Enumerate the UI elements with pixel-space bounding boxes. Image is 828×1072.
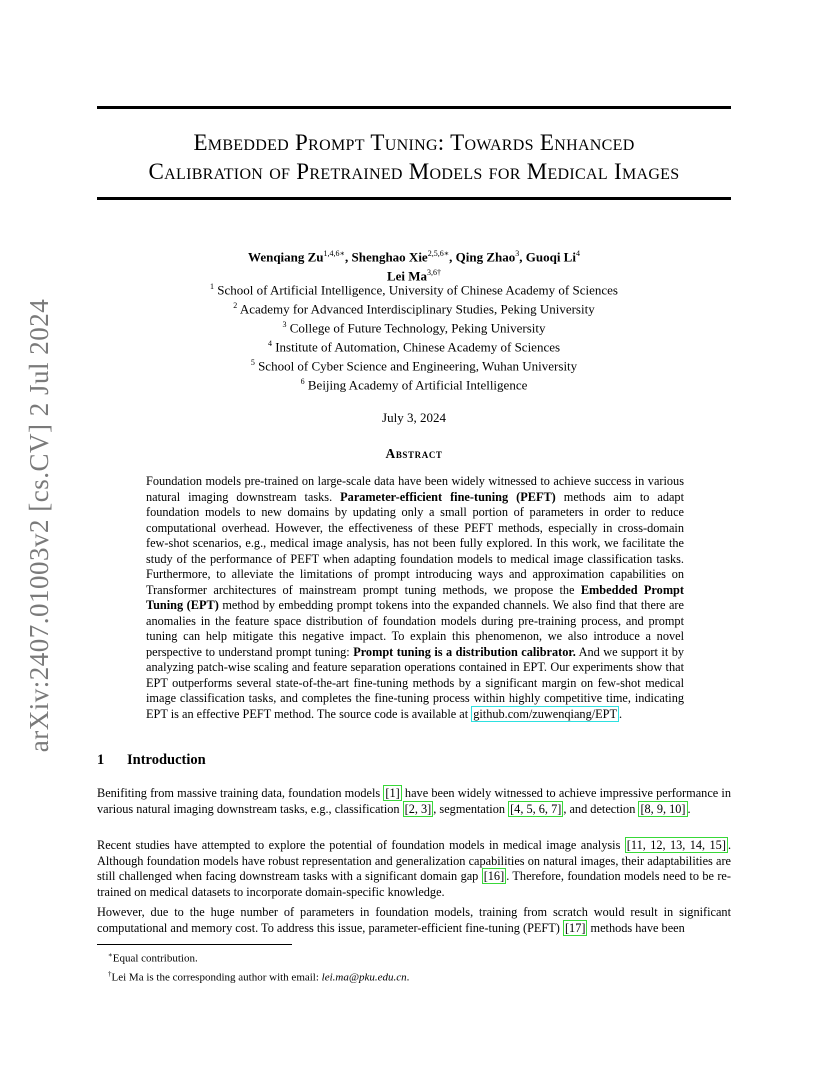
citation-link[interactable]: [11, 12, 13, 14, 15] bbox=[626, 838, 726, 852]
affiliation bbox=[97, 317, 731, 336]
footnote-rule bbox=[97, 944, 292, 945]
paragraph-text: However, due to the huge number of parameters in foundation models, training from scratch would result in significant computational and memory cost. To address this issue, parameter-efficient fine-tuning (PEFT) bbox=[97, 905, 731, 935]
affiliation bbox=[97, 298, 731, 317]
footnote-mark: † bbox=[108, 969, 112, 978]
affiliation-number: 1 bbox=[210, 282, 214, 291]
abstract-bold: Parameter-efficient fine-tuning (PEFT) bbox=[340, 489, 556, 504]
author-name: Shenghao Xie bbox=[351, 249, 428, 265]
author-separator: , bbox=[344, 249, 352, 265]
arxiv-watermark bbox=[16, 300, 64, 750]
affiliation-text: College of Future Technology, Peking University bbox=[289, 320, 546, 336]
footnote-text: Equal contribution. bbox=[112, 952, 198, 965]
citation-link[interactable]: [1] bbox=[385, 786, 400, 800]
citation-link[interactable]: [2, 3] bbox=[404, 801, 432, 816]
paragraph-text: methods have been bbox=[587, 920, 685, 935]
footnote-corresponding-author bbox=[108, 967, 409, 986]
affiliation bbox=[97, 355, 731, 374]
source-code-link[interactable]: github.com/zuwenqiang/EPT bbox=[473, 706, 617, 721]
paragraph-text: , segmentation bbox=[433, 801, 509, 816]
affiliation-number: 2 bbox=[233, 300, 238, 310]
abstract-heading: Abstract bbox=[385, 446, 443, 461]
paper-title bbox=[97, 128, 731, 186]
author-affil-sup: 4 bbox=[575, 249, 580, 258]
paragraph-text: Benifiting from massive training data, foundation models bbox=[97, 786, 384, 800]
abstract-body bbox=[146, 474, 684, 722]
author-affil-sup: 2,5,6∗ bbox=[427, 249, 450, 258]
author-separator: , bbox=[449, 249, 456, 265]
footnote-text: Lei Ma is the corresponding author with email: bbox=[111, 971, 322, 984]
intro-paragraph-2 bbox=[97, 838, 731, 900]
author-name: Wenqiang Zu bbox=[248, 249, 324, 265]
section-heading bbox=[97, 752, 206, 769]
intro-paragraph-3 bbox=[97, 905, 731, 936]
affiliation-number: 6 bbox=[300, 376, 305, 386]
affiliation-number: 4 bbox=[267, 338, 272, 348]
affiliation-text: Academy for Advanced Interdisciplinary Studies, Peking University bbox=[239, 301, 595, 317]
arxiv-identifier: arXiv:2407.01003v2 [cs.CV] 2 Jul 2024 bbox=[24, 298, 55, 752]
title-line-2: Calibration of Pretrained Models for Medical Images bbox=[148, 159, 680, 184]
affiliation-text: School of Cyber Science and Engineering, Wuhan University bbox=[258, 358, 578, 374]
paragraph-text: . Therefore, foundation models need to be re-trained on medical datasets to incorporate domain-specific knowledge. bbox=[97, 869, 731, 899]
affiliation bbox=[97, 279, 731, 298]
intro-paragraph-1 bbox=[97, 786, 731, 817]
author-affil-sup: 3 bbox=[515, 249, 520, 258]
affiliation-number: 5 bbox=[250, 357, 255, 367]
author-email[interactable]: lei.ma@pku.edu.cn bbox=[321, 971, 407, 984]
affiliation bbox=[97, 374, 731, 393]
author-name: Qing Zhao bbox=[455, 249, 516, 265]
author-name: Guoqi Li bbox=[525, 249, 576, 265]
section-title: Introduction bbox=[127, 752, 206, 768]
footnote-equal-contribution bbox=[108, 948, 409, 967]
author-affil-sup: 3,6† bbox=[427, 268, 442, 278]
paragraph-text: . Although foundation models have robust representation and generalization capabilities on natural images, their adaptabilities are still challenged when facing downstream tasks with a significant domain gap bbox=[97, 838, 732, 883]
title-line-1: Embedded Prompt Tuning: Towards Enhanced bbox=[193, 130, 635, 155]
abstract-text: . bbox=[619, 706, 623, 721]
author-name: Lei Ma bbox=[386, 268, 428, 284]
abstract-text: And we support it by analyzing patch-wise scaling and feature separation operations contained in EPT. Our experiments show that EPT outperforms several state-of-the-art fine-tuning methods by a significant margin on few-shot medical image classification tasks, and completes the fine-tuning process within highly competitive time, indicating EPT is an effective PEFT method. The source code is available at bbox=[146, 644, 684, 721]
affiliation-text: School of Artificial Intelligence, University of Chinese Academy of Sciences bbox=[217, 282, 618, 298]
footnote-text: . bbox=[406, 971, 410, 984]
author-separator: , bbox=[519, 249, 526, 265]
citation-link[interactable]: [8, 9, 10] bbox=[640, 801, 686, 816]
abstract-bold: Embedded Prompt Tuning (EPT) bbox=[146, 582, 684, 612]
title-top-rule bbox=[97, 106, 731, 109]
citation-link[interactable]: [4, 5, 6, 7] bbox=[510, 801, 562, 816]
title-bottom-rule bbox=[97, 197, 731, 200]
publication-date: July 3, 2024 bbox=[382, 410, 446, 425]
paragraph-text: . bbox=[687, 801, 691, 816]
abstract-text: Foundation models pre-trained on large-scale data have been widely witnessed to achieve success in various natural imaging downstream tasks. bbox=[146, 474, 684, 504]
affiliation-text: Institute of Automation, Chinese Academy of Sciences bbox=[275, 339, 561, 355]
citation-link[interactable]: [17] bbox=[564, 920, 586, 935]
affiliation-list bbox=[97, 279, 731, 393]
affiliation-number: 3 bbox=[282, 319, 287, 329]
footnote-mark: ∗ bbox=[108, 951, 113, 959]
citation-link[interactable]: [16] bbox=[483, 869, 505, 883]
author-affil-sup: 1,4,6∗ bbox=[323, 249, 345, 258]
section-number: 1 bbox=[97, 752, 105, 768]
affiliation bbox=[97, 336, 731, 355]
affiliation-text: Beijing Academy of Artificial Intelligence bbox=[307, 376, 528, 392]
paragraph-text: , and detection bbox=[563, 801, 639, 816]
abstract-bold: Prompt tuning is a distribution calibrator. bbox=[353, 644, 576, 659]
abstract-text: method by embedding prompt tokens into the expanded channels. We also find that there are anomalies in the feature space distribution of foundation models during pre-training process, and prompt tuning can help mitigate this negative impact. To explain this phenomenon, we also introduce a novel perspective to understand prompt tuning: bbox=[146, 598, 684, 659]
abstract-text: methods aim to adapt foundation models to new domains by updating only a small portion of parameters in order to reduce computational overhead. However, the effectiveness of these PEFT methods, especially in cross-domain few-shot scenarios, e.g., medical image analysis, has not been fully explored. In this work, we facilitate the study of the performance of PEFT when adapting foundation models to medical image classification tasks. Furthermore, to alleviate the limitations of prompt introducing ways and approximation capabilities on Transformer architectures of mainstream prompt tuning methods, we propose the bbox=[146, 489, 684, 597]
footnotes bbox=[108, 948, 409, 985]
paragraph-text: have been widely witnessed to achieve impressive performance in various natural imaging downstream tasks, e.g., classification bbox=[97, 786, 731, 816]
paragraph-text: Recent studies have attempted to explore the potential of foundation models in medical image analysis bbox=[97, 838, 625, 852]
